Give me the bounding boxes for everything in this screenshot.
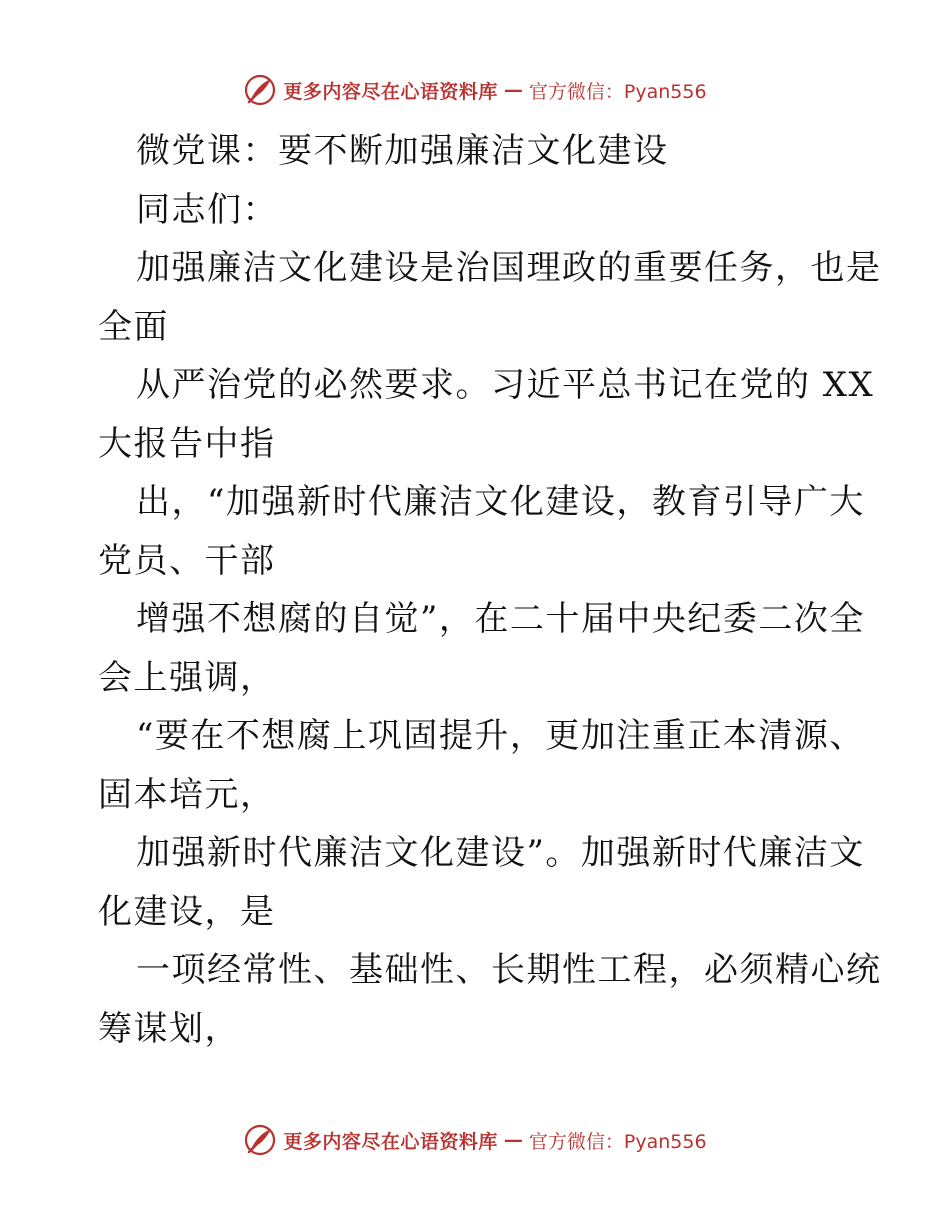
paragraph-line: “要在不想腐上巩固提升，更加注重正本清源、 — [136, 716, 865, 756]
document-body — [98, 122, 882, 1058]
banner-text: 更多内容尽在心语资料库 — [283, 80, 498, 103]
banner-text: 更多内容尽在心语资料库 — [283, 1130, 498, 1153]
paragraph-line: 加强新时代廉洁文化建设”。加强新时代廉洁文 — [136, 833, 865, 873]
paragraph-line: 固本培元， — [98, 774, 276, 815]
paragraph-line: 同志们： — [136, 189, 278, 230]
paragraph-line: 化建设，是 — [98, 891, 276, 932]
banner-dash: — — [503, 79, 523, 101]
paragraph-line: 增强不想腐的自觉”，在二十届中央纪委二次全 — [136, 599, 865, 639]
banner-wechat: 官方微信：Pyan556 — [528, 80, 707, 103]
footer-banner — [0, 1120, 950, 1160]
paragraph-line: 出，“加强新时代廉洁文化建设，教育引导广大 — [136, 482, 865, 522]
paragraph-line: 大报告中指 — [98, 423, 276, 464]
banner-dash: — — [503, 1129, 523, 1151]
document-title: 微党课：要不断加强廉洁文化建设 — [136, 131, 669, 171]
paragraph-line: 会上强调， — [98, 657, 276, 698]
paragraph-line: 加强廉洁文化建设是治国理政的重要任务，也是 — [136, 248, 882, 288]
paragraph-line: 一项经常性、基础性、长期性工程，必须精心统 — [136, 950, 882, 990]
paragraph-line: 从严治党的必然要求。习近平总书记在党的 XX — [136, 365, 875, 405]
paragraph-line: 全面 — [98, 306, 169, 347]
banner-wechat: 官方微信：Pyan556 — [528, 1130, 707, 1153]
quill-pen-logo-icon — [243, 73, 277, 107]
paragraph-line: 党员、干部 — [98, 540, 276, 581]
quill-pen-logo-icon — [243, 1123, 277, 1157]
header-banner — [0, 70, 950, 110]
paragraph-line: 筹谋划， — [98, 1008, 240, 1049]
